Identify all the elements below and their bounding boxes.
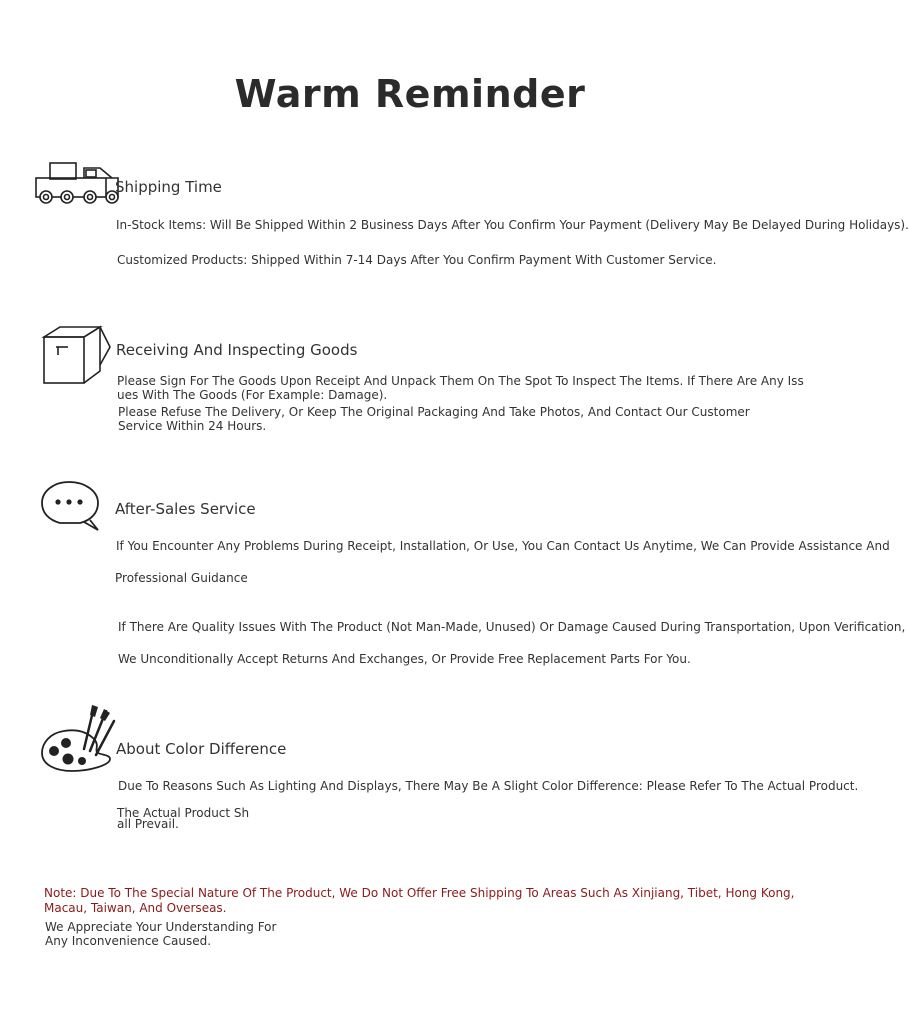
truck-icon	[34, 160, 126, 206]
receiving-line: ues With The Goods (For Example: Damage).	[117, 388, 388, 402]
package-box-icon	[42, 325, 112, 387]
speech-bubble-icon	[40, 480, 102, 532]
page-title: Warm Reminder	[234, 72, 586, 116]
paint-palette-icon	[40, 703, 116, 773]
shipping-line: In-Stock Items: Will Be Shipped Within 2 Business Days After You Confirm Your Payment (Delivery May Be Delayed During Holidays).	[116, 218, 909, 232]
receiving-line: Service Within 24 Hours.	[118, 419, 267, 433]
receiving-heading: Receiving And Inspecting Goods	[116, 341, 358, 359]
shipping-heading: Shipping Time	[115, 178, 222, 196]
thanks-line: We Appreciate Your Understanding For	[45, 920, 277, 934]
after-sales-line: If You Encounter Any Problems During Receipt, Installation, Or Use, You Can Contact Us Anytime, We Can Provide Assistance And	[116, 539, 890, 553]
color-heading: About Color Difference	[116, 740, 287, 758]
after-sales-heading: After-Sales Service	[115, 500, 256, 518]
color-line: The Actual Product Sh	[117, 806, 250, 820]
after-sales-line: If There Are Quality Issues With The Product (Not Man-Made, Unused) Or Damage Caused During Transportation, Upon Verification,	[118, 620, 906, 634]
thanks-line: Any Inconvenience Caused.	[45, 934, 212, 948]
receiving-line: Please Refuse The Delivery, Or Keep The Original Packaging And Take Photos, And Contact Our Customer	[118, 405, 750, 419]
shipping-note-line: Macau, Taiwan, And Overseas.	[44, 901, 227, 915]
color-line: Due To Reasons Such As Lighting And Displays, There May Be A Slight Color Difference: Please Refer To The Actual Product.	[118, 779, 859, 793]
color-line: all Prevail.	[117, 817, 179, 831]
after-sales-line: We Unconditionally Accept Returns And Exchanges, Or Provide Free Replacement Parts For You.	[118, 652, 691, 666]
receiving-line: Please Sign For The Goods Upon Receipt And Unpack Them On The Spot To Inspect The Items. If There Are Any Iss	[117, 374, 804, 388]
shipping-line: Customized Products: Shipped Within 7-14 Days After You Confirm Payment With Customer Service.	[117, 253, 717, 267]
after-sales-line: Professional Guidance	[115, 571, 248, 585]
shipping-note-line: Note: Due To The Special Nature Of The Product, We Do Not Offer Free Shipping To Areas Such As Xinjiang, Tibet, Hong Kong,	[44, 886, 795, 900]
